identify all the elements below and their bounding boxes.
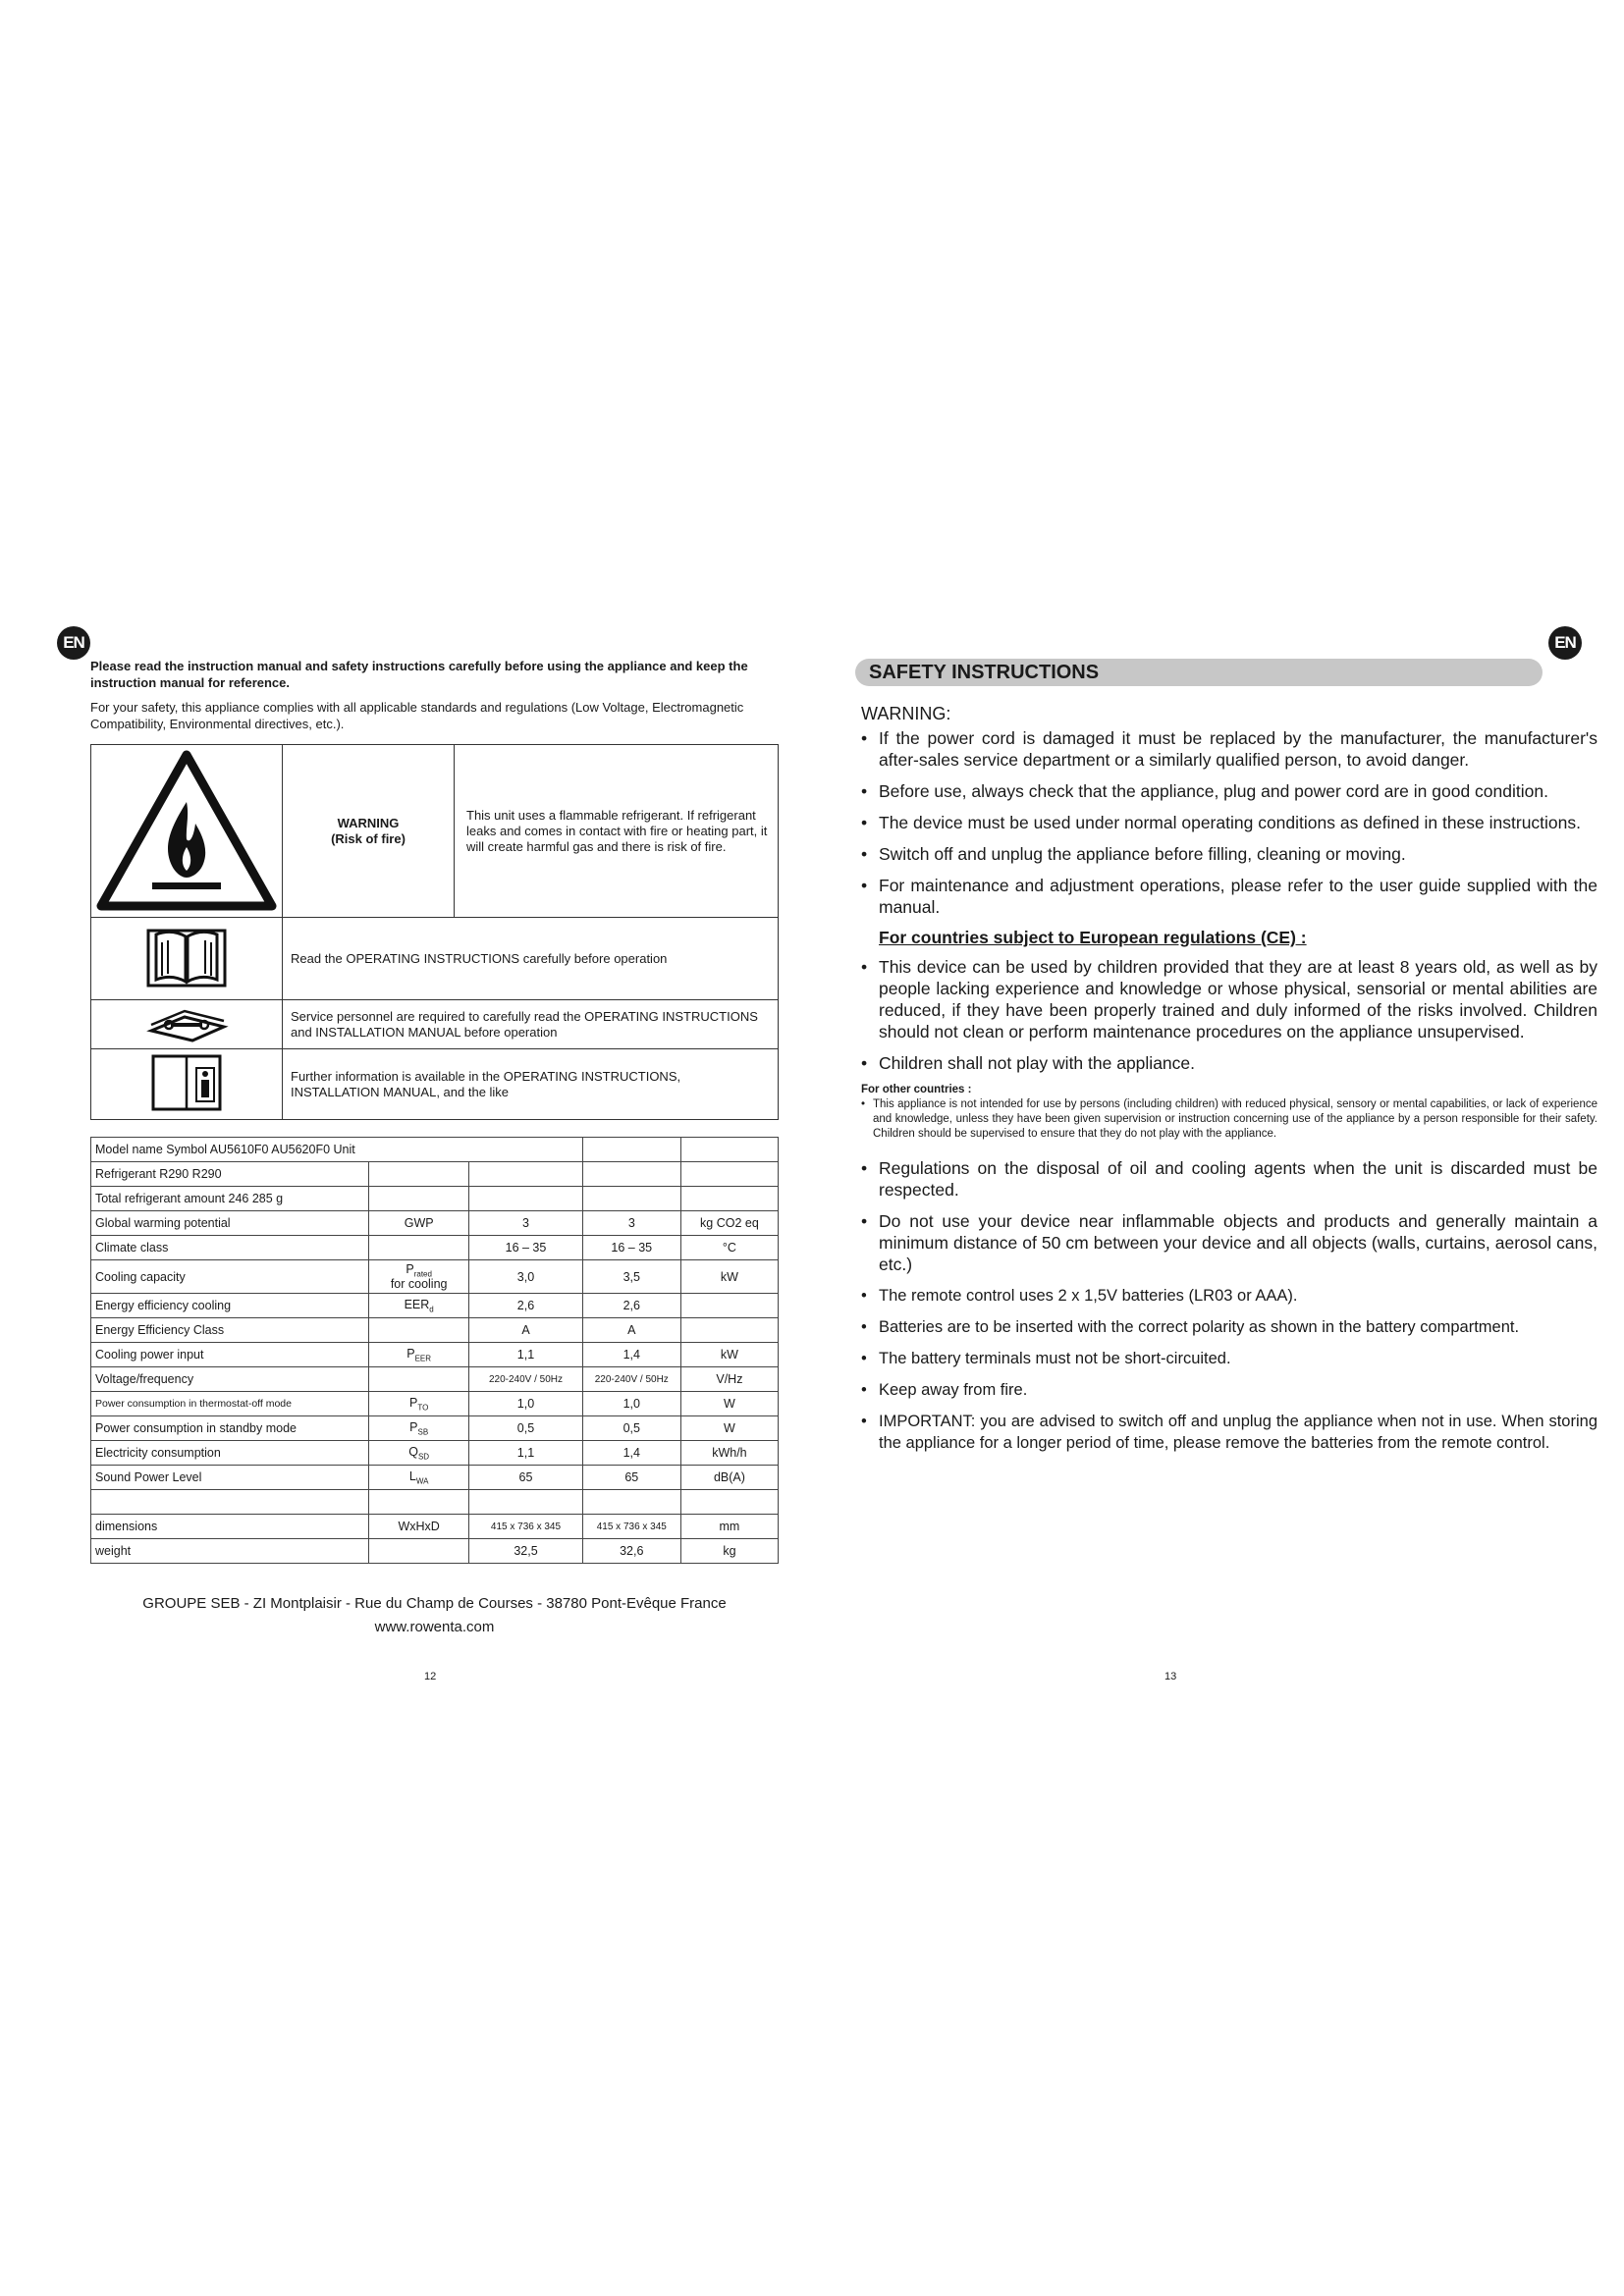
spec-unit: V/Hz [680,1367,778,1392]
spec-label: Energy efficiency cooling [91,1294,369,1318]
spec-label: Power consumption in thermostat-off mode [91,1392,369,1416]
eu-regulations-heading: For countries subject to European regulations (CE) : [879,928,1307,947]
spec-symbol [369,1416,469,1441]
spec-symbol-text: Q [408,1444,418,1459]
spec-label: Global warming potential [91,1211,369,1236]
spec-value: 2,6 [469,1294,582,1318]
company-footer [90,1592,779,1639]
risk-of-fire-label: (Risk of fire) [331,830,406,846]
spec-symbol [369,1318,469,1343]
spec-row [91,1211,779,1236]
spec-symbol [369,1294,469,1318]
company-website: www.rowenta.com [374,1619,495,1635]
spec-row [91,1441,779,1466]
bullet-item: • Before use, always check that the appliance, plug and power cord are in good condition. [861,780,1597,802]
safety-content [861,727,1597,1464]
spec-value: 0,5 [469,1416,582,1441]
spec-unit: W [680,1416,778,1441]
spec-symbol [369,1392,469,1416]
spec-symbol [369,1515,469,1539]
spec-value: 415 x 736 x 345 [469,1515,582,1539]
spec-unit: kW [680,1343,778,1367]
spec-value: 3,0 [469,1260,582,1294]
spec-symbol [369,1236,469,1260]
spec-symbol-text: P [406,1261,414,1276]
spec-value: 1,1 [469,1343,582,1367]
spec-label: weight [91,1539,369,1564]
spec-label: dimensions [91,1515,369,1539]
spec-symbol-text: P [409,1419,418,1434]
spec-row [91,1392,779,1416]
spec-value: 415 x 736 x 345 [582,1515,680,1539]
spec-symbol-line2: for cooling [390,1277,448,1292]
company-address: GROUPE SEB - ZI Montplaisir - Rue du Champ de Courses - 38780 Pont-Evêque France [142,1595,727,1612]
spec-symbol-text: WxHxD [398,1520,440,1533]
page-number-left: 12 [424,1671,437,1682]
operating-instructions-text: Read the OPERATING INSTRUCTIONS carefully before operation [283,918,779,1000]
intro-bold-text: Please read the instruction manual and safety instructions carefully before using the appliance and keep the instruction manual for reference. [90,659,748,690]
bullet-item: • Keep away from fire. [861,1379,1597,1401]
spec-value: 3 [582,1211,680,1236]
spec-total-refrigerant: Total refrigerant amount 246 285 g [91,1187,369,1211]
spec-symbol-text: P [406,1346,415,1361]
spec-symbol-subscript: SB [417,1427,429,1437]
other-countries-bullet: • This appliance is not intended for use by persons (including children) with reduced physical, sensory or mental capabilities, or lack of experience and knowledge, unless they have been given supervision or instruction concerning use of the appliance by a person responsible for their safety. Children should be supervised to ensure that they do not play with the appliance. [861,1097,1597,1142]
spec-refrigerant: Refrigerant R290 R290 [91,1162,369,1187]
intro-text: For your safety, this appliance complies with all applicable standards and regulations (Low Voltage, Electromagnetic Compatibility, Environmental directives, etc.). [90,700,744,731]
spec-symbol-subscript: SD [417,1452,430,1462]
warning-description: This unit uses a flammable refrigerant. If refrigerant leaks and comes in contact with fire or heating part, it will create harmful gas and there is risk of fire. [455,745,779,918]
spec-value: 16 – 35 [582,1236,680,1260]
service-personnel-text: Service personnel are required to carefully read the OPERATING INSTRUCTIONS and INSTALLATION MANUAL before operation [283,1000,779,1049]
spec-value: A [469,1318,582,1343]
warning-bullets [861,727,1597,918]
spec-unit: kg [680,1539,778,1564]
spec-value: 0,5 [582,1416,680,1441]
spec-value: 65 [469,1466,582,1490]
spec-row [91,1294,779,1318]
flammable-warning-icon [91,745,283,918]
spec-row [91,1367,779,1392]
spec-unit [680,1318,778,1343]
eu-bullets [861,956,1597,1074]
page-number-right: 13 [1164,1671,1177,1682]
spec-label: Power consumption in standby mode [91,1416,369,1441]
spec-symbol-subscript: WA [415,1476,429,1486]
symbols-table [90,744,779,1120]
spec-symbol [369,1260,469,1294]
spec-symbol-text: GWP [404,1216,434,1230]
further-information-text: Further information is available in the OPERATING INSTRUCTIONS, INSTALLATION MANUAL, and the like [283,1049,779,1120]
spec-row [91,1260,779,1294]
spec-value: 3,5 [582,1260,680,1294]
bullet-item: • This device can be used by children provided that they are at least 8 years old, as well as by people lacking experience and knowledge or whose physical, sensorial or mental abilities are reduced, if they have been properly trained and duly informed of the risks involved. Children should not clean or perform maintenance procedures on the appliance unsupervised. [861,956,1597,1042]
info-manual-icon [91,1049,283,1120]
bullet-item: • Regulations on the disposal of oil and cooling agents when the unit is discarded must be respected. [861,1157,1597,1201]
spec-total-refrigerant-row [91,1187,779,1211]
spec-unit [680,1294,778,1318]
spec-row [91,1490,779,1515]
spec-unit: mm [680,1515,778,1539]
spec-value: A [582,1318,680,1343]
spec-value: 1,4 [582,1441,680,1466]
spec-unit: kWh/h [680,1441,778,1466]
spec-symbol-subscript: rated [413,1269,432,1279]
spec-value: 1,0 [582,1392,680,1416]
other-countries-heading: For other countries : [861,1084,972,1095]
spec-value: 16 – 35 [469,1236,582,1260]
bullet-item: • Batteries are to be inserted with the correct polarity as shown in the battery compartment. [861,1316,1597,1338]
warning-label: WARNING [337,815,400,830]
spec-label: Sound Power Level [91,1466,369,1490]
bullet-item: • If the power cord is damaged it must be replaced by the manufacturer, the manufacturer's after-sales service department or a similarly qualified person, to avoid danger. [861,727,1597,771]
spec-value: 2,6 [582,1294,680,1318]
bullet-item: • The remote control uses 2 x 1,5V batteries (LR03 or AAA). [861,1285,1597,1307]
bullet-item: • IMPORTANT: you are advised to switch off and unplug the appliance when not in use. When storing the appliance for a longer period of time, please remove the batteries from the remote control. [861,1411,1597,1454]
spec-label: Cooling capacity [91,1260,369,1294]
bullet-item: • Children shall not play with the appliance. [861,1052,1597,1074]
right-page [812,0,1624,2296]
spec-row [91,1515,779,1539]
spec-refrigerant-row [91,1162,779,1187]
spec-symbol [369,1367,469,1392]
bullet-item: • Switch off and unplug the appliance before filling, cleaning or moving. [861,843,1597,865]
general-bullets [861,1157,1597,1454]
spec-label: Energy Efficiency Class [91,1318,369,1343]
spec-value: 1,4 [582,1343,680,1367]
language-badge: EN [57,626,90,660]
spec-label: Cooling power input [91,1343,369,1367]
spec-unit: dB(A) [680,1466,778,1490]
spec-unit: kW [680,1260,778,1294]
specifications-table [90,1137,779,1564]
spec-symbol-subscript: EER [414,1354,432,1363]
spec-unit: W [680,1392,778,1416]
spec-value: 32,6 [582,1539,680,1564]
spec-unit: kg CO2 eq [680,1211,778,1236]
spec-label [91,1490,369,1515]
spec-symbol-subscript: d [429,1305,434,1314]
spec-symbol-text: EER [404,1297,430,1311]
bullet-item: • The battery terminals must not be short-circuited. [861,1348,1597,1369]
spec-label: Climate class [91,1236,369,1260]
spec-symbol-text: L [408,1468,416,1483]
spec-value: 32,5 [469,1539,582,1564]
spec-value: 220-240V / 50Hz [582,1367,680,1392]
spec-symbol [369,1441,469,1466]
bullet-item: • For maintenance and adjustment operations, please refer to the user guide supplied with the manual. [861,875,1597,918]
operating-manual-icon [91,918,283,1000]
spec-row [91,1236,779,1260]
spec-row [91,1343,779,1367]
spec-symbol-text: P [409,1395,418,1410]
spec-unit: °C [680,1236,778,1260]
spec-value: 65 [582,1466,680,1490]
spec-value: 220-240V / 50Hz [469,1367,582,1392]
spec-row [91,1539,779,1564]
spec-symbol [369,1211,469,1236]
intro [90,658,782,732]
spec-header-row [91,1138,779,1162]
bullet-item: • The device must be used under normal operating conditions as defined in these instructions. [861,812,1597,833]
spec-label: Voltage/frequency [91,1367,369,1392]
spec-symbol-subscript: TO [417,1403,429,1413]
spec-label: Electricity consumption [91,1441,369,1466]
spec-model-header: Model name Symbol AU5610F0 AU5620F0 Unit [91,1138,469,1162]
spec-symbol [369,1539,469,1564]
spec-value [469,1490,582,1515]
bullet-item: • Do not use your device near inflammable objects and products and generally maintain a minimum distance of 50 cm between your device and all objects (walls, curtains, aerosol cans, etc.) [861,1210,1597,1275]
spec-row [91,1466,779,1490]
spec-symbol [369,1466,469,1490]
spec-symbol [369,1490,469,1515]
spec-value: 1,1 [469,1441,582,1466]
warning-title [283,745,455,918]
spec-value: 1,0 [469,1392,582,1416]
warning-heading: WARNING: [861,704,951,723]
spec-value: 3 [469,1211,582,1236]
spec-symbol [369,1343,469,1367]
section-title: SAFETY INSTRUCTIONS [869,662,1100,683]
spec-row [91,1416,779,1441]
spec-row [91,1318,779,1343]
service-manual-icon [91,1000,283,1049]
spec-unit [680,1490,778,1515]
language-badge-right: EN [1548,626,1582,660]
spec-value [582,1490,680,1515]
